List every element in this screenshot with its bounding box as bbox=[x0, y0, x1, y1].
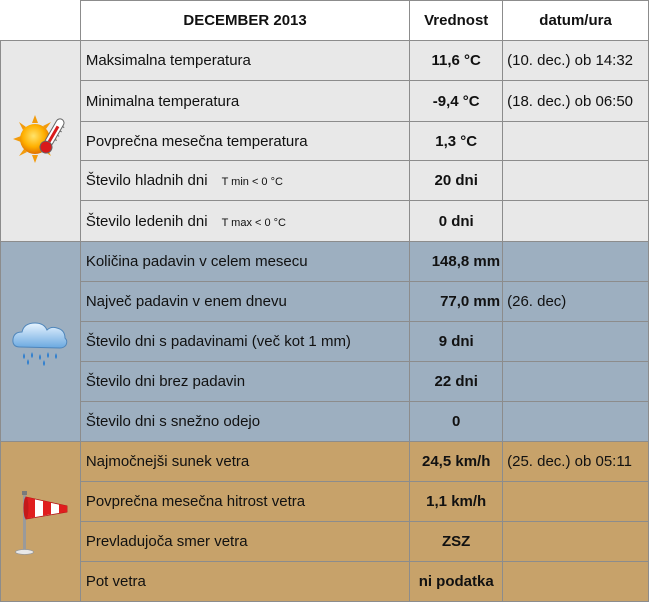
table-row bbox=[1, 402, 649, 442]
table-row bbox=[1, 41, 649, 81]
row-value: 22 dni bbox=[410, 362, 503, 402]
row-date bbox=[503, 201, 649, 242]
row-value: 20 dni bbox=[410, 161, 503, 201]
table-row bbox=[1, 161, 649, 201]
date-column-header: datum/ura bbox=[503, 1, 649, 41]
row-value: 11,6 °C bbox=[410, 41, 503, 81]
value-column-header: Vrednost bbox=[410, 1, 503, 41]
rain-cloud-icon bbox=[10, 317, 70, 367]
table-row bbox=[1, 282, 649, 322]
row-label: Število dni s padavinami (več kot 1 mm) bbox=[80, 322, 409, 362]
row-value: 77,0 mm bbox=[410, 282, 503, 322]
wind-section-icon-cell bbox=[1, 442, 81, 602]
month-title: DECEMBER 2013 bbox=[80, 1, 409, 41]
table-row bbox=[1, 522, 649, 562]
row-value: 1,1 km/h bbox=[410, 482, 503, 522]
row-value: ZSZ bbox=[410, 522, 503, 562]
table-row bbox=[1, 201, 649, 242]
precipitation-section-icon-cell bbox=[1, 242, 81, 442]
row-label: Število dni brez padavin bbox=[80, 362, 409, 402]
row-date bbox=[503, 482, 649, 522]
row-date bbox=[503, 122, 649, 161]
row-value: 24,5 km/h bbox=[410, 442, 503, 482]
row-label: Minimalna temperatura bbox=[80, 81, 409, 122]
sun-thermometer-icon bbox=[11, 113, 69, 169]
windsock-icon bbox=[9, 487, 71, 557]
row-date bbox=[503, 562, 649, 602]
row-label-note: T max < 0 °C bbox=[221, 216, 287, 229]
table-row bbox=[1, 562, 649, 602]
row-label-text: Število ledenih dni bbox=[85, 212, 208, 230]
row-value: 0 bbox=[410, 402, 503, 442]
header-row bbox=[1, 1, 649, 41]
row-label-note: T min < 0 °C bbox=[221, 176, 283, 188]
row-label: Najmočnejši sunek vetra bbox=[80, 442, 409, 482]
row-label: Povprečna mesečna hitrost vetra bbox=[80, 482, 409, 522]
row-value: 1,3 °C bbox=[410, 122, 503, 161]
row-label: Število dni s snežno odejo bbox=[80, 402, 409, 442]
row-label bbox=[80, 201, 409, 242]
row-date bbox=[503, 402, 649, 442]
row-date: (25. dec.) ob 05:11 bbox=[503, 442, 649, 482]
row-label: Pot vetra bbox=[80, 562, 409, 602]
row-date bbox=[503, 362, 649, 402]
row-label: Povprečna mesečna temperatura bbox=[80, 122, 409, 161]
row-label bbox=[80, 161, 409, 201]
row-date bbox=[503, 322, 649, 362]
table-row bbox=[1, 242, 649, 282]
row-value: -9,4 °C bbox=[410, 81, 503, 122]
table-row bbox=[1, 322, 649, 362]
row-label: Prevladujoča smer vetra bbox=[80, 522, 409, 562]
row-date bbox=[503, 242, 649, 282]
row-label: Količina padavin v celem mesecu bbox=[80, 242, 409, 282]
row-value: 0 dni bbox=[410, 201, 503, 242]
table-row bbox=[1, 81, 649, 122]
row-label: Največ padavin v enem dnevu bbox=[80, 282, 409, 322]
temperature-section-icon-cell bbox=[1, 41, 81, 242]
corner-cell bbox=[1, 1, 81, 41]
table-row bbox=[1, 122, 649, 161]
table-row bbox=[1, 482, 649, 522]
row-value: ni podatka bbox=[410, 562, 503, 602]
row-label-text: Število hladnih dni bbox=[85, 172, 208, 189]
row-label: Maksimalna temperatura bbox=[80, 41, 409, 81]
table-row bbox=[1, 362, 649, 402]
row-date: (10. dec.) ob 14:32 bbox=[503, 41, 649, 81]
row-value: 148,8 mm bbox=[410, 242, 503, 282]
table-row bbox=[1, 442, 649, 482]
row-value: 9 dni bbox=[410, 322, 503, 362]
row-date bbox=[503, 522, 649, 562]
row-date bbox=[503, 161, 649, 201]
row-date: (18. dec.) ob 06:50 bbox=[503, 81, 649, 122]
row-date: (26. dec) bbox=[503, 282, 649, 322]
